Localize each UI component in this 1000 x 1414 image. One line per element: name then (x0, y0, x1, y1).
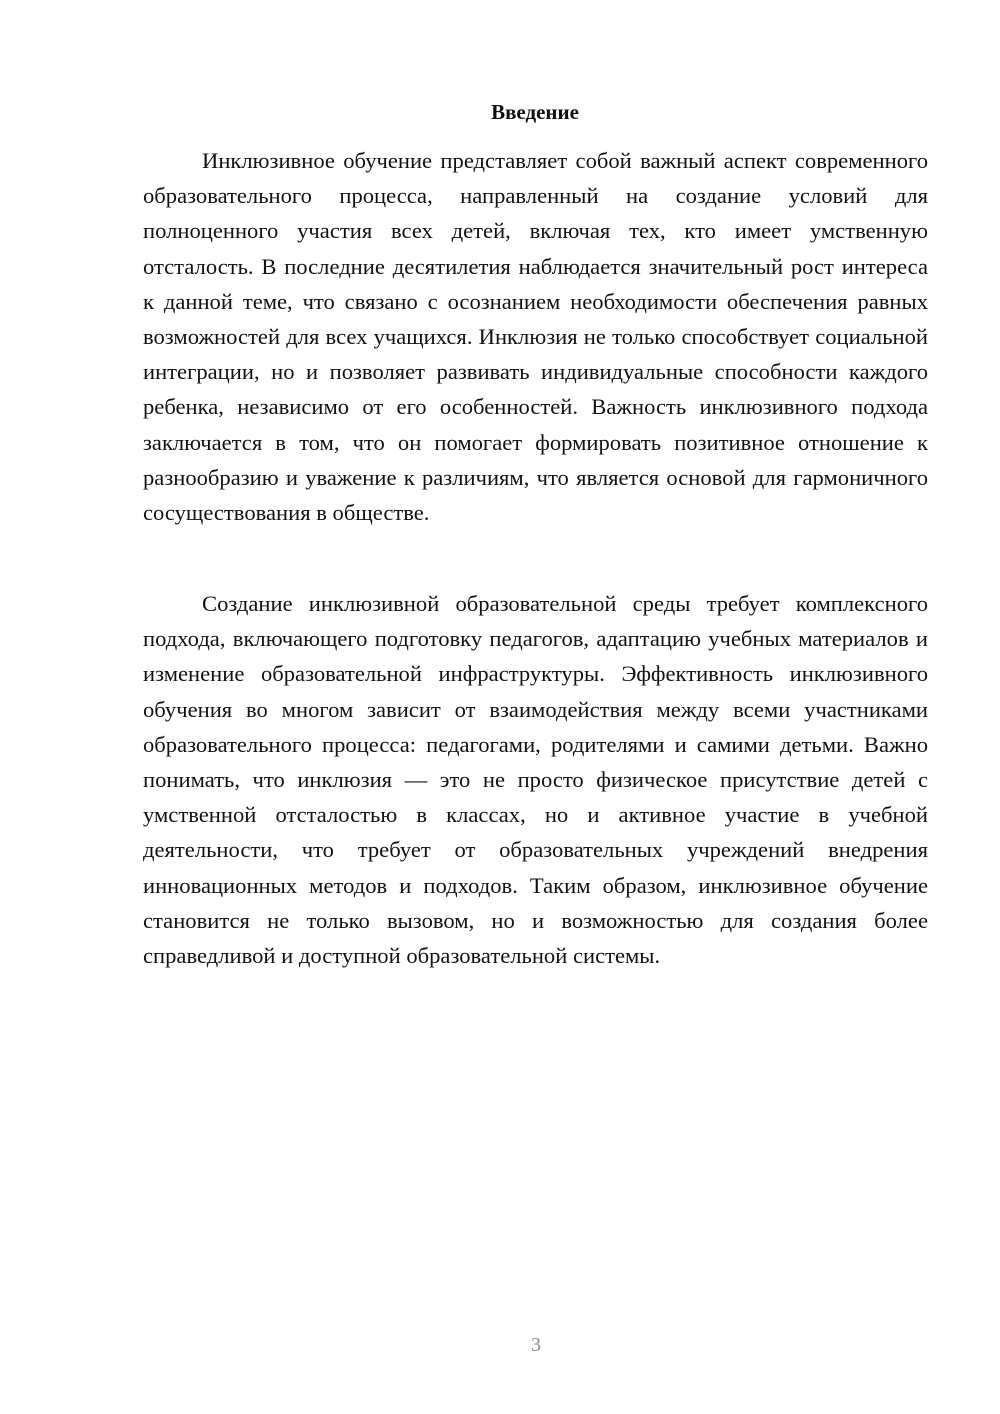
section-heading: Введение (491, 100, 579, 124)
paragraph-1: Инклюзивное обучение представляет собой важный аспект современного образовательного процесса, направленный на создание условий для полноценного участия всех детей, включая тех, кто имеет умственную отсталость. В последние десятилетия наблюдается значительный рост интереса к данной теме, что связано с осознанием необходимости обеспечения равных возможностей для всех учащихся. Инклюзия не только способствует социальной интеграции, но и позволяет развивать индивидуальные способности каждого ребенка, независимо от его особенностей. Важность инклюзивного подхода заключается в том, что он помогает формировать позитивное отношение к разнообразию и уважение к различиям, что является основой для гармоничного сосуществования в обществе. (143, 148, 928, 526)
paragraph-2: Создание инклюзивной образовательной среды требует комплексного подхода, включающего подготовку педагогов, адаптацию учебных материалов и изменение образовательной инфраструктуры. Эффективность инклюзивного обучения во многом зависит от взаимодействия между всеми участниками образовательного процесса: педагогами, родителями и самими детьми. Важно понимать, что инклюзия — это не просто физическое присутствие детей с умственной отсталостью в классах, но и активное участие в учебной деятельности, что требует от образовательных учреждений внедрения инновационных методов и подходов. Таким образом, инклюзивное обучение становится не только вызовом, но и возможностью для создания более справедливой и доступной образовательной системы. (143, 591, 928, 969)
page-number: 3 (531, 1334, 541, 1356)
